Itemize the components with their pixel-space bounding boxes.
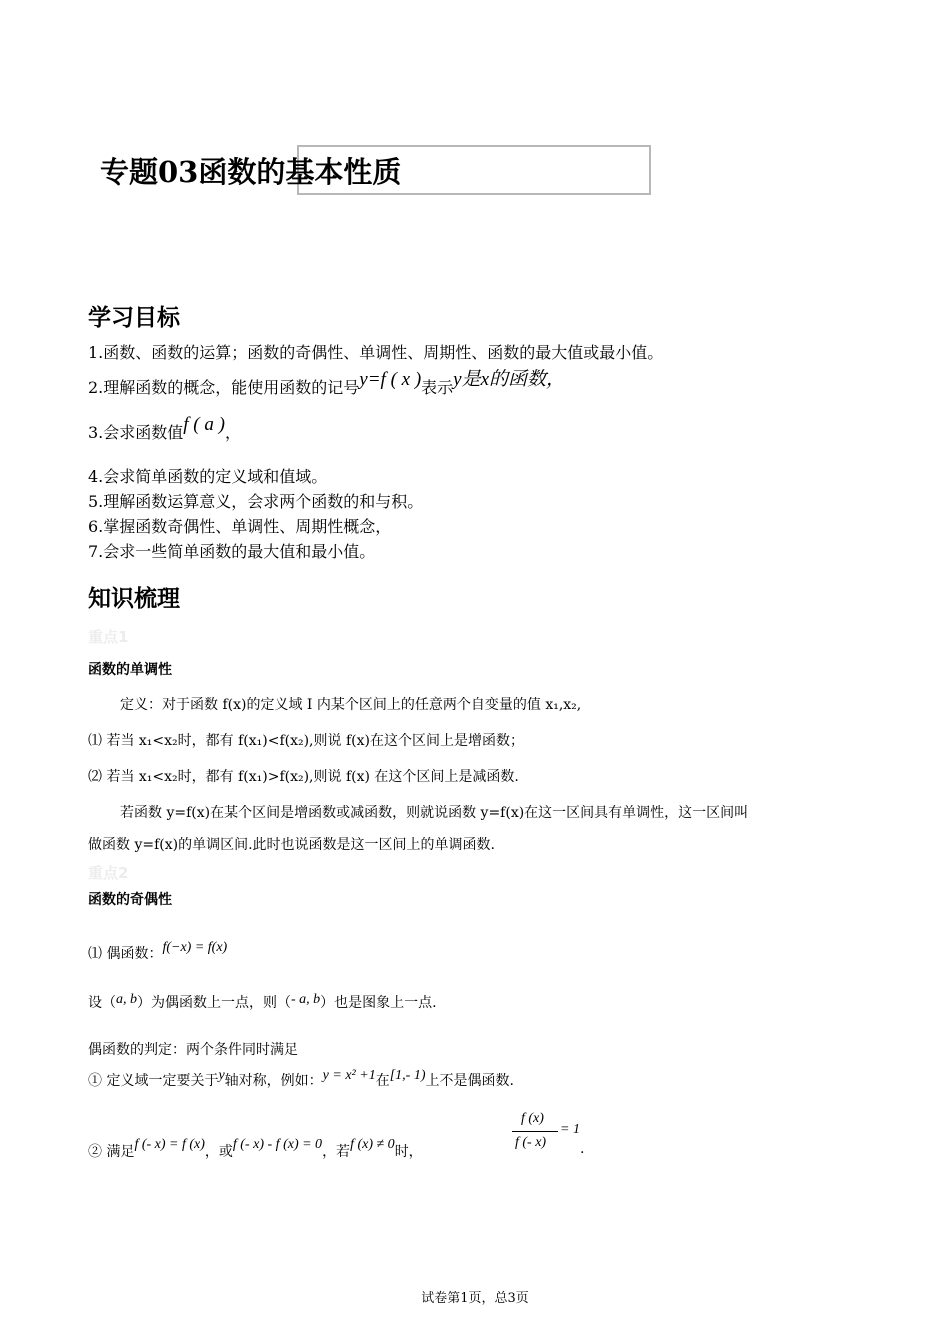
objective-3-math: f ( a ) [183, 414, 225, 435]
criterion-1 [88, 1064, 514, 1089]
objective-6: 6.掌握函数奇偶性、单调性、周期性概念， [88, 517, 392, 536]
criterion-1-text-3: 在 [375, 1073, 390, 1089]
even-function-point [88, 988, 437, 1011]
criterion-2-math-1: f (- x) = f (x) [134, 1137, 205, 1152]
objective-4: 4.会求简单函数的定义域和值域。 [88, 467, 328, 486]
objective-2-suffix: y是x的函数， [453, 369, 566, 390]
criterion-1-math-3: [1,- 1) [389, 1068, 426, 1083]
parity-title: 函数的奇偶性 [88, 892, 172, 908]
point-text-3: ）也是图象上一点. [320, 995, 437, 1011]
monotonicity-increasing: ⑴ 若当 x₁<x₂时，都有 f(x₁)<f(x₂),则说 f(x)在这个区间上是增函数； [88, 733, 524, 749]
criterion-2 [88, 1133, 423, 1160]
point-2-label: 重点2 [88, 864, 129, 882]
monotonicity-definition: 定义：对于函数 f(x)的定义域 I 内某个区间上的任意两个自变量的值 x₁,x₂, [120, 697, 582, 713]
fraction-denominator: f (- x) [515, 1135, 547, 1150]
even-function-formula: f(−x) = f(x) [162, 940, 228, 955]
point-1-label: 重点1 [88, 628, 129, 646]
point-text-1: 设（ [88, 995, 116, 1011]
objective-2-math: y=f ( x ) [359, 369, 422, 390]
objective-5: 5.理解函数运算意义，会求两个函数的和与积。 [88, 492, 424, 511]
criterion-1-math-2: y = x² +1 [322, 1068, 376, 1083]
criterion-1-text-4: 上不是偶函数. [425, 1073, 514, 1089]
criterion-2-text-1: ② 满足 [88, 1144, 135, 1160]
criterion-1-math-1: y [218, 1068, 225, 1083]
objective-2-mid: 表示 [421, 378, 454, 397]
point-math-1: a, b [116, 992, 137, 1007]
criterion-2-text-2: ，或 [204, 1144, 233, 1160]
objective-7: 7.会求一些简单函数的最大值和最小值。 [88, 542, 376, 561]
objective-3-suffix: ， [224, 423, 241, 442]
criterion-2-math-2: f (- x) - f (x) = 0 [232, 1137, 323, 1152]
fraction-equals-one: = 1 [560, 1122, 580, 1137]
monotonicity-title: 函数的单调性 [88, 662, 172, 678]
criterion-2-text-4: 时， [394, 1144, 423, 1160]
page-footer: 试卷第1页，总3页 [421, 1291, 529, 1306]
criterion-1-text-1: ① 定义域一定要关于 [88, 1073, 219, 1089]
objectives-heading: 学习目标 [88, 305, 180, 331]
criterion-1-text-2: 轴对称，例如： [224, 1073, 323, 1089]
objective-2 [88, 364, 566, 397]
monotonicity-paragraph-line-1: 若函数 y=f(x)在某个区间是增函数或减函数，则就说函数 y=f(x)在这一区间具有单调性，这一区间叫 [120, 805, 749, 821]
even-function-label: ⑴ 偶函数： [88, 946, 163, 962]
monotonicity-decreasing: ⑵ 若当 x₁<x₂时，都有 f(x₁)>f(x₂),则说 f(x) 在这个区间上是减函数. [88, 769, 519, 785]
even-function-definition [88, 936, 228, 962]
even-function-criterion: 偶函数的判定：两个条件同时满足 [88, 1042, 298, 1058]
criterion-2-period: . [580, 1141, 585, 1157]
fraction-numerator: f (x) [521, 1111, 544, 1126]
fraction-bar [512, 1131, 558, 1132]
objective-2-prefix: 2.理解函数的概念，能使用函数的记号 [88, 378, 360, 397]
objective-3-prefix: 3.会求函数值 [88, 423, 184, 442]
objective-3 [88, 412, 241, 442]
criterion-2-text-3: ，若 [322, 1144, 351, 1160]
page-title: 专题03函数的基本性质 [100, 155, 402, 189]
monotonicity-paragraph-line-2: 做函数 y=f(x)的单调区间.此时也说函数是这一区间上的单调函数. [88, 837, 495, 853]
objective-1: 1.函数、函数的运算；函数的奇偶性、单调性、周期性、函数的最大值或最小值。 [88, 343, 664, 362]
knowledge-heading: 知识梳理 [88, 586, 180, 612]
point-text-2: ）为偶函数上一点，则（ [137, 995, 291, 1011]
criterion-2-math-3: f (x) ≠ 0 [350, 1137, 395, 1152]
point-math-2: - a, b [291, 992, 321, 1007]
